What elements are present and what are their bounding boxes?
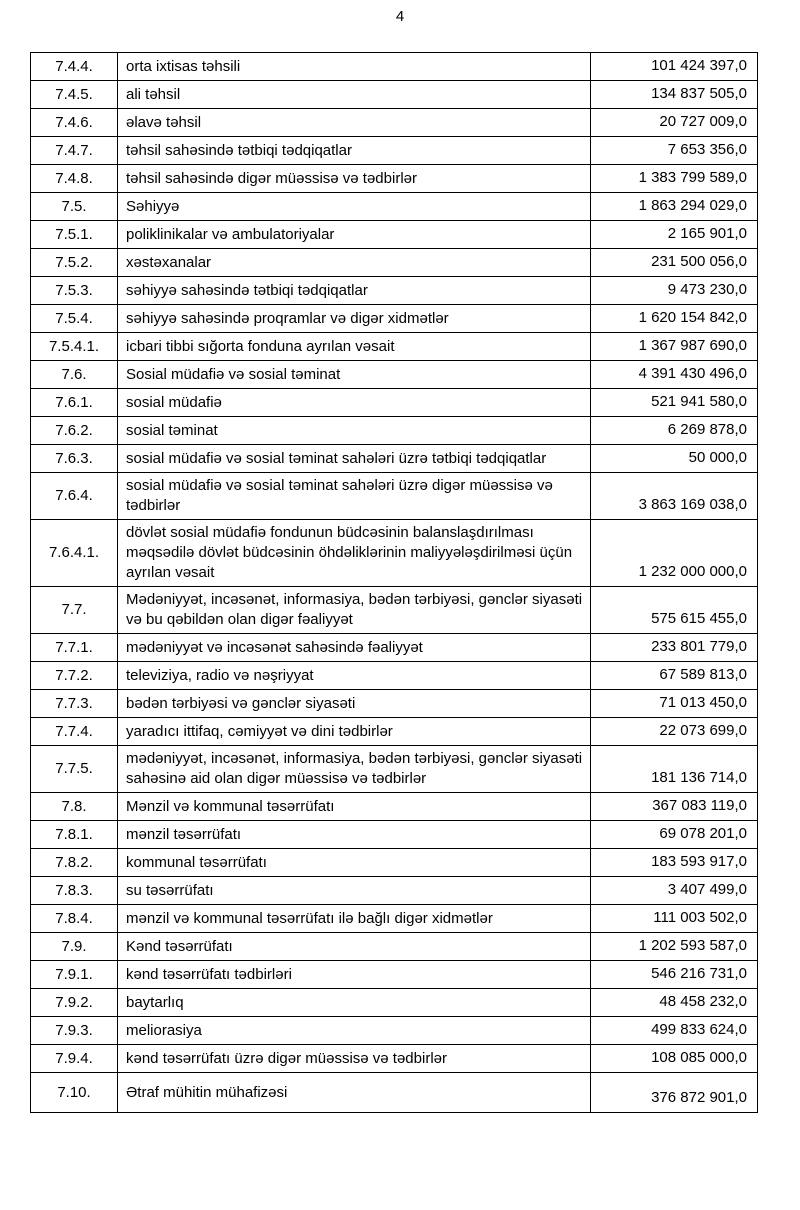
row-amount: 521 941 580,0 xyxy=(591,389,758,417)
row-code: 7.4.7. xyxy=(31,137,118,165)
row-code: 7.4.8. xyxy=(31,165,118,193)
table-row xyxy=(31,277,758,305)
row-code: 7.10. xyxy=(31,1073,118,1113)
table-row xyxy=(31,305,758,333)
row-amount: 3 863 169 038,0 xyxy=(591,473,758,520)
table-row xyxy=(31,333,758,361)
row-label: kənd təsərrüfatı üzrə digər müəssisə və tədbirlər xyxy=(118,1045,591,1073)
table-row xyxy=(31,193,758,221)
row-code: 7.9. xyxy=(31,933,118,961)
table-row xyxy=(31,109,758,137)
row-amount: 67 589 813,0 xyxy=(591,662,758,690)
row-amount: 22 073 699,0 xyxy=(591,718,758,746)
row-code: 7.5.3. xyxy=(31,277,118,305)
row-label: Kənd təsərrüfatı xyxy=(118,933,591,961)
budget-table-body xyxy=(31,53,758,1113)
row-amount: 134 837 505,0 xyxy=(591,81,758,109)
row-code: 7.7.1. xyxy=(31,634,118,662)
table-row xyxy=(31,53,758,81)
row-label: təhsil sahəsində tətbiqi tədqiqatlar xyxy=(118,137,591,165)
row-amount: 71 013 450,0 xyxy=(591,690,758,718)
row-amount: 6 269 878,0 xyxy=(591,417,758,445)
row-amount: 575 615 455,0 xyxy=(591,587,758,634)
row-code: 7.9.4. xyxy=(31,1045,118,1073)
row-label: mənzil təsərrüfatı xyxy=(118,821,591,849)
row-label: Mədəniyyət, incəsənət, informasiya, bədən tərbiyəsi, gənclər siyasəti və bu qəbildən olan digər fəaliyyət xyxy=(118,587,591,634)
budget-table xyxy=(30,52,758,1113)
table-row xyxy=(31,389,758,417)
row-code: 7.8.2. xyxy=(31,849,118,877)
table-row xyxy=(31,634,758,662)
row-code: 7.8. xyxy=(31,793,118,821)
table-row xyxy=(31,1045,758,1073)
row-label: səhiyyə sahəsində tətbiqi tədqiqatlar xyxy=(118,277,591,305)
row-label: təhsil sahəsində digər müəssisə və tədbirlər xyxy=(118,165,591,193)
row-code: 7.7. xyxy=(31,587,118,634)
row-code: 7.4.5. xyxy=(31,81,118,109)
row-label: yaradıcı ittifaq, cəmiyyət və dini tədbirlər xyxy=(118,718,591,746)
table-row xyxy=(31,1017,758,1045)
row-amount: 546 216 731,0 xyxy=(591,961,758,989)
row-amount: 69 078 201,0 xyxy=(591,821,758,849)
row-label: sosial müdafiə və sosial təminat sahələri üzrə tətbiqi tədqiqatlar xyxy=(118,445,591,473)
row-code: 7.6.3. xyxy=(31,445,118,473)
row-amount: 111 003 502,0 xyxy=(591,905,758,933)
table-row xyxy=(31,690,758,718)
row-label: mənzil və kommunal təsərrüfatı ilə bağlı digər xidmətlər xyxy=(118,905,591,933)
row-amount: 1 863 294 029,0 xyxy=(591,193,758,221)
table-row xyxy=(31,1073,758,1113)
row-code: 7.5.4. xyxy=(31,305,118,333)
row-label: xəstəxanalar xyxy=(118,249,591,277)
table-row xyxy=(31,587,758,634)
row-label: sosial təminat xyxy=(118,417,591,445)
table-row xyxy=(31,520,758,587)
row-label: poliklinikalar və ambulatoriyalar xyxy=(118,221,591,249)
row-amount: 1 232 000 000,0 xyxy=(591,520,758,587)
row-code: 7.5.4.1. xyxy=(31,333,118,361)
row-label: Sosial müdafiə və sosial təminat xyxy=(118,361,591,389)
table-row xyxy=(31,718,758,746)
row-amount: 101 424 397,0 xyxy=(591,53,758,81)
row-amount: 233 801 779,0 xyxy=(591,634,758,662)
row-code: 7.9.2. xyxy=(31,989,118,1017)
row-amount: 7 653 356,0 xyxy=(591,137,758,165)
row-label: sosial müdafiə və sosial təminat sahələri üzrə digər müəssisə və tədbirlər xyxy=(118,473,591,520)
table-row xyxy=(31,662,758,690)
row-label: əlavə təhsil xyxy=(118,109,591,137)
table-row xyxy=(31,165,758,193)
row-label: mədəniyyət, incəsənət, informasiya, bədən tərbiyəsi, gənclər siyasəti sahəsinə aid olan digər müəssisə və tədbirlər xyxy=(118,746,591,793)
row-amount: 499 833 624,0 xyxy=(591,1017,758,1045)
table-row xyxy=(31,361,758,389)
table-row xyxy=(31,249,758,277)
row-label: Səhiyyə xyxy=(118,193,591,221)
row-amount: 183 593 917,0 xyxy=(591,849,758,877)
row-code: 7.8.1. xyxy=(31,821,118,849)
row-code: 7.5.2. xyxy=(31,249,118,277)
row-code: 7.6.4.1. xyxy=(31,520,118,587)
row-code: 7.6.4. xyxy=(31,473,118,520)
row-code: 7.7.5. xyxy=(31,746,118,793)
row-label: Ətraf mühitin mühafizəsi xyxy=(118,1073,591,1113)
table-row xyxy=(31,877,758,905)
table-row xyxy=(31,137,758,165)
row-amount: 1 620 154 842,0 xyxy=(591,305,758,333)
row-label: kommunal təsərrüfatı xyxy=(118,849,591,877)
row-label: dövlət sosial müdafiə fondunun büdcəsinin balanslaşdırılması məqsədilə dövlət büdcəsinin öhdəliklərinin maliyyələşdirilməsi üçün ayrılan vəsait xyxy=(118,520,591,587)
row-label: meliorasiya xyxy=(118,1017,591,1045)
row-amount: 20 727 009,0 xyxy=(591,109,758,137)
row-amount: 181 136 714,0 xyxy=(591,746,758,793)
row-label: televiziya, radio və nəşriyyat xyxy=(118,662,591,690)
row-amount: 1 202 593 587,0 xyxy=(591,933,758,961)
row-amount: 1 383 799 589,0 xyxy=(591,165,758,193)
row-amount: 1 367 987 690,0 xyxy=(591,333,758,361)
table-row xyxy=(31,989,758,1017)
row-code: 7.8.4. xyxy=(31,905,118,933)
table-row xyxy=(31,473,758,520)
table-row xyxy=(31,417,758,445)
row-label: ali təhsil xyxy=(118,81,591,109)
row-label: Mənzil və kommunal təsərrüfatı xyxy=(118,793,591,821)
table-row xyxy=(31,746,758,793)
row-code: 7.9.1. xyxy=(31,961,118,989)
table-row xyxy=(31,849,758,877)
row-code: 7.5.1. xyxy=(31,221,118,249)
row-code: 7.7.4. xyxy=(31,718,118,746)
table-row xyxy=(31,821,758,849)
row-label: kənd təsərrüfatı tədbirləri xyxy=(118,961,591,989)
row-amount: 48 458 232,0 xyxy=(591,989,758,1017)
row-amount: 9 473 230,0 xyxy=(591,277,758,305)
row-code: 7.7.3. xyxy=(31,690,118,718)
row-code: 7.4.4. xyxy=(31,53,118,81)
row-code: 7.7.2. xyxy=(31,662,118,690)
table-row xyxy=(31,961,758,989)
row-amount: 2 165 901,0 xyxy=(591,221,758,249)
row-code: 7.5. xyxy=(31,193,118,221)
table-row xyxy=(31,445,758,473)
row-amount: 376 872 901,0 xyxy=(591,1073,758,1113)
table-row xyxy=(31,793,758,821)
row-amount: 3 407 499,0 xyxy=(591,877,758,905)
table-row xyxy=(31,905,758,933)
row-label: su təsərrüfatı xyxy=(118,877,591,905)
row-code: 7.6.1. xyxy=(31,389,118,417)
row-code: 7.9.3. xyxy=(31,1017,118,1045)
table-row xyxy=(31,81,758,109)
row-label: səhiyyə sahəsində proqramlar və digər xidmətlər xyxy=(118,305,591,333)
row-label: bədən tərbiyəsi və gənclər siyasəti xyxy=(118,690,591,718)
row-amount: 4 391 430 496,0 xyxy=(591,361,758,389)
row-amount: 367 083 119,0 xyxy=(591,793,758,821)
page-number: 4 xyxy=(395,8,405,25)
row-amount: 108 085 000,0 xyxy=(591,1045,758,1073)
row-code: 7.8.3. xyxy=(31,877,118,905)
table-row xyxy=(31,221,758,249)
row-label: mədəniyyət və incəsənət sahəsində fəaliyyət xyxy=(118,634,591,662)
row-label: orta ixtisas təhsili xyxy=(118,53,591,81)
row-code: 7.6.2. xyxy=(31,417,118,445)
row-code: 7.4.6. xyxy=(31,109,118,137)
row-label: baytarlıq xyxy=(118,989,591,1017)
table-row xyxy=(31,933,758,961)
row-amount: 50 000,0 xyxy=(591,445,758,473)
row-code: 7.6. xyxy=(31,361,118,389)
row-label: icbari tibbi sığorta fonduna ayrılan vəsait xyxy=(118,333,591,361)
row-amount: 231 500 056,0 xyxy=(591,249,758,277)
row-label: sosial müdafiə xyxy=(118,389,591,417)
